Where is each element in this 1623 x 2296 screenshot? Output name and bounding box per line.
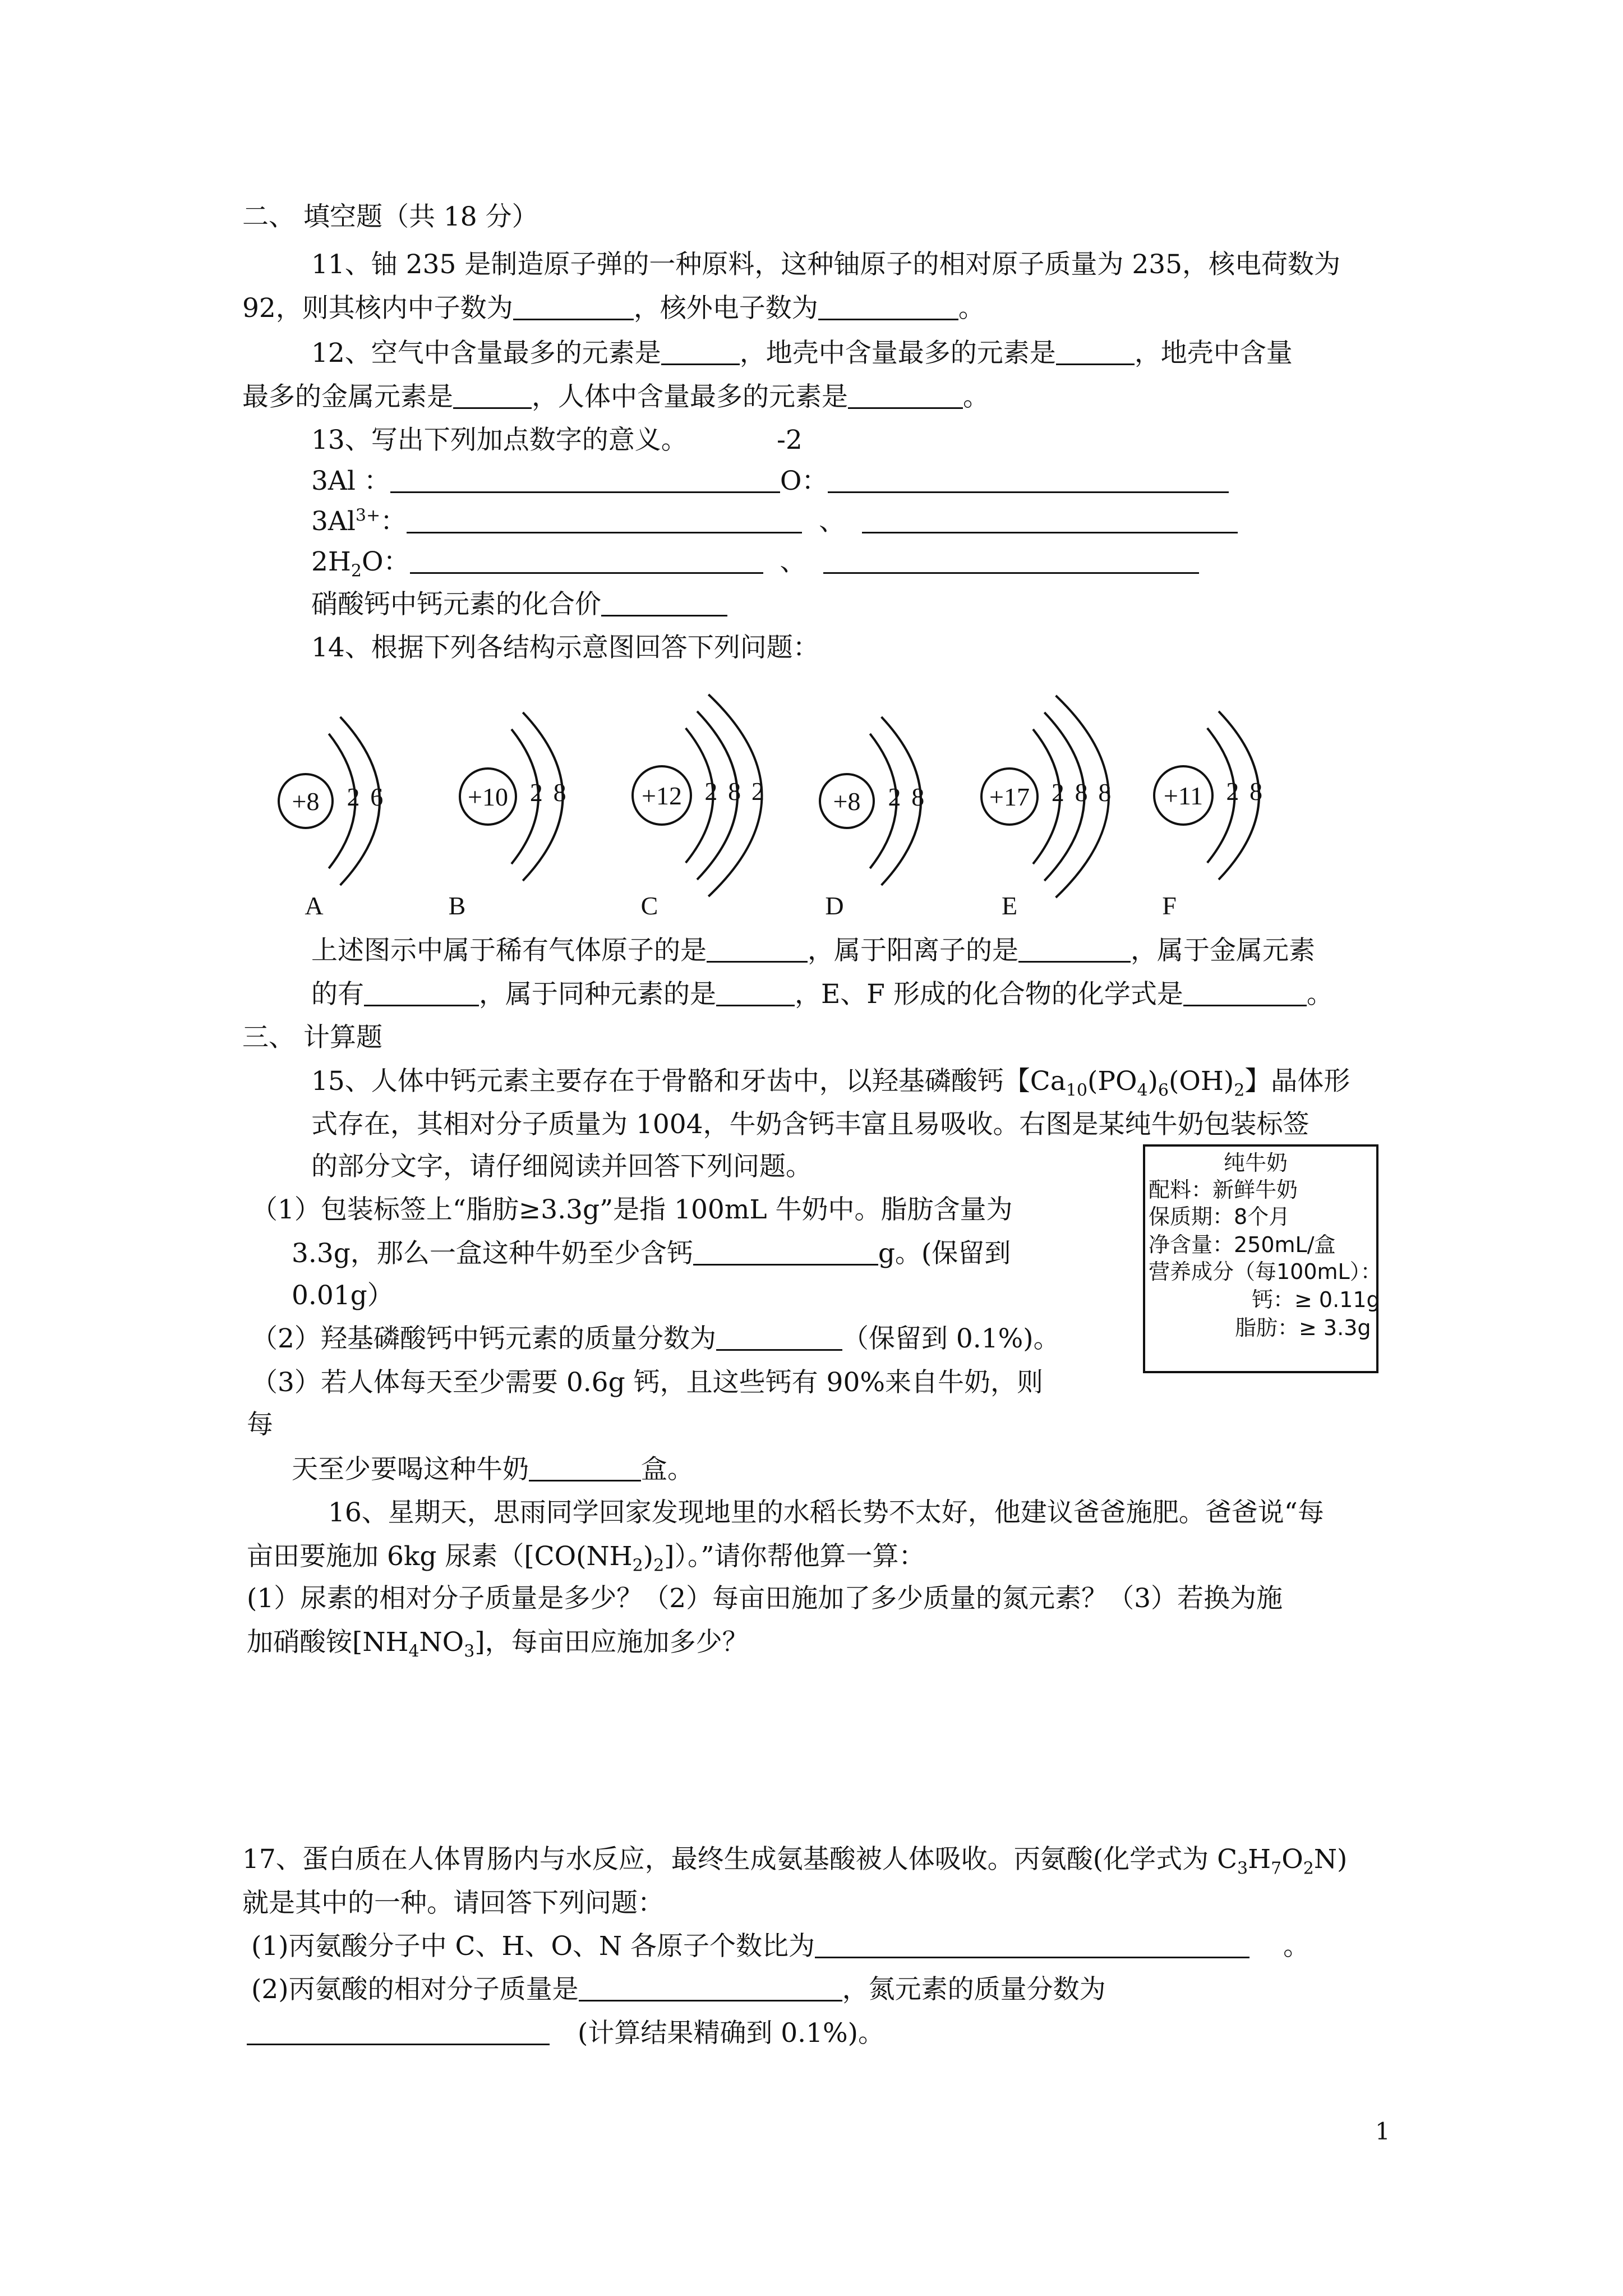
q17-line1: 17、蛋白质在人体胃肠内与水反应，最终生成氨基酸被人体吸收。丙氨酸(化学式为 $C_3H_7O_2N$) (242, 1844, 1348, 1879)
atom-A (279, 717, 383, 920)
q15-part2: （2）羟基磷酸钙中钙元素的质量分数为 （保留到 0.1%)。 (251, 1323, 1060, 1354)
atom-F (1154, 711, 1262, 920)
nucleus-charge: +10 (468, 783, 508, 811)
atom-D (820, 717, 924, 920)
q14-cation-blank[interactable] (1018, 936, 1131, 963)
shell-electron-count: 8 (911, 783, 925, 811)
q13-row3: $2H_2O$： 、 (311, 542, 1199, 582)
q15-boxes-blank[interactable] (529, 1455, 641, 1481)
q13-row1: 3Al ： O： (311, 462, 1229, 501)
nucleus-charge: +12 (642, 781, 682, 810)
q17-molar-mass-blank[interactable] (579, 1975, 842, 2001)
shell-electron-count: 2 (751, 777, 764, 806)
milk-label-fat: 脂肪：≥ 3.3g (1235, 1315, 1371, 1340)
q15-part1-line3: 0.01g） (292, 1280, 394, 1311)
nucleus-charge: +8 (292, 787, 320, 816)
shell-electron-count: 8 (553, 778, 566, 807)
q14-noble-gas-blank[interactable] (707, 936, 808, 963)
q15-calcium-blank[interactable] (693, 1239, 878, 1266)
milk-label-nutrition: 营养成分（每100mL）： (1149, 1259, 1382, 1284)
atom-letter-label: B (448, 891, 466, 920)
atom-B (449, 712, 566, 920)
milk-label-title: 纯牛奶 (1224, 1151, 1288, 1175)
q17-part2: (2)丙氨酸的相对分子质量是 ，氮元素的质量分数为 (251, 1974, 1106, 2005)
atom-C (633, 694, 764, 920)
q16-line4: 加硝酸铵$[NH_4NO_3]$，每亩田应施加多少？ (247, 1627, 749, 1662)
q15-part1-line2: 3.3g，那么一盒这种牛奶至少含钙 g。(保留到 (292, 1238, 1011, 1269)
q14-same-element-blank[interactable] (716, 980, 795, 1006)
q12-line1: 12、空气中含量最多的元素是 ，地壳中含量最多的元素是 ，地壳中含量 (311, 338, 1293, 369)
q14-line1: 上述图示中属于稀有气体原子的是 ，属于阳离子的是 ，属于金属元素 (311, 935, 1315, 966)
q17-ratio-blank[interactable] (815, 1932, 1249, 1958)
q15-line2: 式存在，其相对分子质量为 1004，牛奶含钙丰富且易吸收。右图是某纯牛奶包装标签 (311, 1109, 1310, 1140)
shell-electron-count: 8 (728, 777, 741, 806)
q15-line3: 的部分文字，请仔细阅读并回答下列问题。 (311, 1151, 812, 1182)
atom-letter-label: C (640, 891, 658, 920)
shell-electron-count: 2 (529, 778, 543, 807)
milk-label-ingredients: 配料：新鲜牛奶 (1149, 1177, 1298, 1202)
q11-line1: 11、铀 235 是制造原子弹的一种原料，这种铀原子的相对原子质量为 235，核电荷数为 (311, 249, 1341, 280)
q14-metal-blank[interactable] (364, 980, 479, 1006)
q17-part1: (1)丙氨酸分子中 C、H、O、N 各原子个数比为 。 (251, 1931, 1310, 1962)
shell-electron-count: 2 (888, 783, 901, 811)
milk-label-calcium: 钙：≥ 0.11g (1252, 1287, 1380, 1312)
shell-electron-count: 6 (370, 783, 384, 811)
shell-electron-count: 8 (1098, 778, 1112, 807)
q14-title: 14、根据下列各结构示意图回答下列问题： (311, 632, 819, 663)
page-number: 1 (1375, 2118, 1390, 2145)
milk-label-net-content: 净含量：250mL/盒 (1149, 1232, 1336, 1257)
q17-part2-line2: (计算结果精确到 0.1%)。 (247, 2014, 884, 2053)
q14-formula-blank[interactable] (1183, 980, 1307, 1006)
q16-line2: 亩田要施加 6kg 尿素$([CO(NH_2)_2])$。”请你帮他算一算： (247, 1541, 925, 1576)
nucleus-charge: +11 (1163, 781, 1204, 810)
q15-line1: 15、人体中钙元素主要存在于骨骼和牙齿中，以羟基磷酸钙【$Ca_{10}(PO_4)_6(OH)_2$】晶体形 (311, 1066, 1350, 1101)
atom-E (981, 696, 1111, 920)
q16-line3: (1）尿素的相对分子质量是多少？（2）每亩田施加了多少质量的氮元素？（3）若换为施 (247, 1583, 1283, 1614)
q13-superscript: -2 (777, 425, 803, 455)
shell-electron-count: 2 (347, 783, 360, 811)
q16-line1: 16、星期天，思雨同学回家发现地里的水稻长势不太好，他建议爸爸施肥。爸爸说“每 (328, 1497, 1324, 1528)
q13-row2: $3Al^{3+}$： 、 (311, 502, 1238, 541)
q15-part3-line1: （3）若人体每天至少需要 0.6g 钙，且这些钙有 90%来自牛奶，则 (251, 1367, 1044, 1398)
q13-title: 13、写出下列加点数字的意义。 (311, 425, 688, 455)
atom-letter-label: A (305, 891, 324, 920)
section2-heading: 二、 填空题（共 18 分） (242, 201, 538, 232)
q15-mass-fraction-blank[interactable] (716, 1324, 842, 1351)
shell-electron-count: 2 (704, 777, 718, 806)
q13-row4: 硝酸钙中钙元素的化合价 (311, 585, 727, 624)
q11-line2: 92，则其核内中子数为 ，核外电子数为 。 (242, 293, 985, 324)
q15-part3-line2: 每 (247, 1409, 273, 1440)
section3-heading: 三、 计算题 (242, 1022, 382, 1053)
q17-line2: 就是其中的一种。请回答下列问题： (242, 1888, 664, 1918)
nucleus-charge: +17 (989, 783, 1030, 811)
milk-label-shelf-life: 保质期：8个月 (1149, 1204, 1290, 1229)
milk-package-label (1143, 1144, 1382, 1373)
q12-line2: 最多的金属元素是 ，人体中含量最多的元素是 。 (242, 381, 989, 412)
atom-letter-label: E (1001, 891, 1018, 920)
shell-electron-count: 8 (1075, 778, 1088, 807)
shell-electron-count: 2 (1051, 778, 1064, 807)
q14-line2: 的有 ，属于同种元素的是 ，E、F 形成的化合物的化学式是 。 (311, 979, 1333, 1010)
q15-part1-line1: （1）包装标签上“脂肪≥3.3g”是指 100mL 牛奶中。脂肪含量为 (251, 1194, 1013, 1225)
shell-electron-count: 8 (1249, 777, 1263, 806)
nucleus-charge: +8 (833, 787, 861, 816)
shell-electron-count: 2 (1226, 777, 1239, 806)
q17-nitrogen-fraction-blank[interactable] (247, 2019, 550, 2045)
atom-letter-label: D (825, 891, 844, 920)
q15-part3-line3: 天至少要喝这种牛奶 盒。 (292, 1454, 694, 1485)
atom-letter-label: F (1162, 891, 1177, 920)
